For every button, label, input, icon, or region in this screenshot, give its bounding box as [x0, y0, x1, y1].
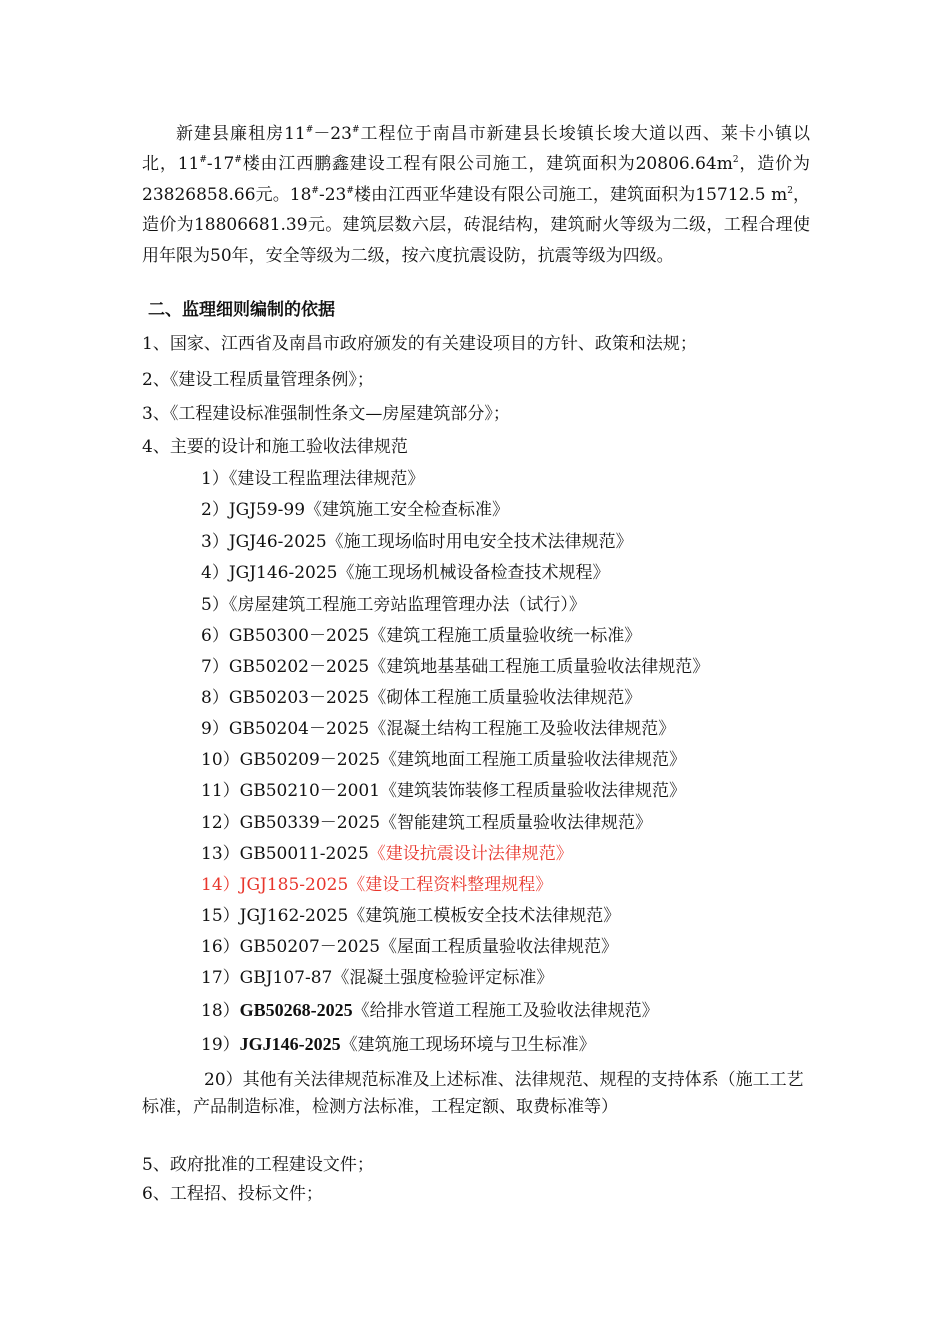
spec-item-8: 8）GB50203－2025《砌体工程施工质量验收法律规范》: [201, 688, 642, 708]
spec-item-6: 6）GB50300－2025《建筑工程施工质量验收统一标准》: [201, 626, 642, 646]
spec-item-19-code: JGJ146-2025: [239, 1034, 341, 1054]
spec-item-15: 15）JGJ162-2025《建筑施工模板安全技术法律规范》: [201, 906, 621, 926]
intro-text: 楼由江西鹏鑫建设工程有限公司施工，建筑面积为20806.64m: [241, 154, 733, 175]
spec-item-13-code: 13）GB50011-2025: [201, 844, 369, 864]
spec-item-11: 11）GB50210－2001《建筑装饰装修工程质量验收法律规范》: [201, 781, 687, 801]
spec-item-5: 5）《房屋建筑工程施工旁站监理管理办法（试行）》: [201, 595, 586, 615]
section-heading: 二、监理细则编制的依据: [148, 300, 335, 320]
intro-superscript: #: [234, 155, 242, 166]
basis-item-4: 4、主要的设计和施工验收法律规范: [142, 437, 408, 457]
spec-item-2: 2）JGJ59-99《建筑施工安全检查标准》: [201, 500, 510, 520]
basis-item-5: 5、政府批准的工程建设文件；: [142, 1155, 374, 1175]
intro-superscript: #: [346, 185, 354, 196]
spec-item-12: 12）GB50339－2025《智能建筑工程质量验收法律规范》: [201, 813, 653, 833]
spec-item-19: [201, 1032, 596, 1057]
spec-item-17: 17）GBJ107-87《混凝土强度检验评定标准》: [201, 968, 554, 988]
spec-item-13-title: 《建设抗震设计法律规范》: [368, 844, 573, 864]
intro-text: 工程位于南昌市新建县长埈镇长埈大道以西、莱卡小镇以北，11: [142, 124, 811, 175]
intro-text: ，造价为23826858.66元。18: [142, 154, 811, 205]
spec-item-14: 14）JGJ185-2025《建设工程资料整理规程》: [201, 875, 553, 895]
intro-text: －23: [313, 124, 352, 144]
basis-item-6: 6、工程招、投标文件；: [142, 1184, 323, 1204]
intro-text: -23: [318, 184, 347, 205]
basis-item-1: 1、国家、江西省及南昌市政府颁发的有关建设项目的方针、政策和法规；: [142, 334, 697, 354]
spec-item-18-title: 《给排水管道工程施工及验收法律规范》: [352, 1001, 659, 1021]
intro-text: 新建县廉租房11: [176, 124, 306, 144]
intro-superscript: #: [305, 125, 314, 135]
spec-item-3: 3）JGJ46-2025《施工现场临时用电安全技术法律规范》: [201, 532, 633, 552]
spec-item-13: [201, 842, 573, 866]
spec-item-19-title: 《建筑施工现场环境与卫生标准》: [340, 1035, 596, 1055]
spec-item-19-number: 19）: [201, 1035, 240, 1055]
spec-item-7: 7）GB50202－2025《建筑地基基础工程施工质量验收法律规范》: [201, 657, 710, 677]
intro-superscript: #: [199, 155, 207, 166]
spec-item-10: 10）GB50209－2025《建筑地面工程施工质量验收法律规范》: [201, 750, 687, 770]
intro-superscript: 2: [787, 185, 793, 196]
intro-text: -17: [206, 154, 235, 175]
spec-item-20: 20）其他有关法律规范标准及上述标准、法律规范、规程的支持体系（施工工艺标准，产品制造标准，检测方法标准，工程定额、取费标准等）: [142, 1070, 804, 1117]
spec-item-4: 4）JGJ146-2025《施工现场机械设备检查技术规程》: [201, 563, 610, 583]
project-intro-paragraph: [142, 119, 810, 271]
spec-item-9: 9）GB50204－2025《混凝土结构工程施工及验收法律规范》: [201, 719, 676, 739]
spec-item-16: 16）GB50207－2025《屋面工程质量验收法律规范》: [201, 937, 619, 957]
spec-item-1: 1）《建设工程监理法律规范》: [201, 469, 425, 489]
spec-item-18: [201, 998, 659, 1023]
intro-text: 楼由江西亚华建设有限公司施工，建筑面积为15712.5 m: [353, 184, 788, 205]
spec-item-18-code: GB50268-2025: [239, 1000, 353, 1020]
intro-superscript: 2: [732, 155, 739, 166]
intro-text: ，造价为18806681.39元。建筑层数六层，砖混结构，建筑耐火等级为二级，工程合理使用年限为50年，安全等级为二级，按六度抗震设防，抗震等级为四级。: [142, 184, 811, 266]
basis-item-3: 3、《工程建设标准强制性条文—房屋建筑部分》；: [142, 404, 510, 424]
intro-superscript: #: [351, 125, 360, 135]
spec-item-18-number: 18）: [201, 1001, 240, 1021]
intro-superscript: #: [311, 185, 319, 196]
basis-item-2: 2、《建设工程质量管理条例》；: [142, 370, 374, 390]
